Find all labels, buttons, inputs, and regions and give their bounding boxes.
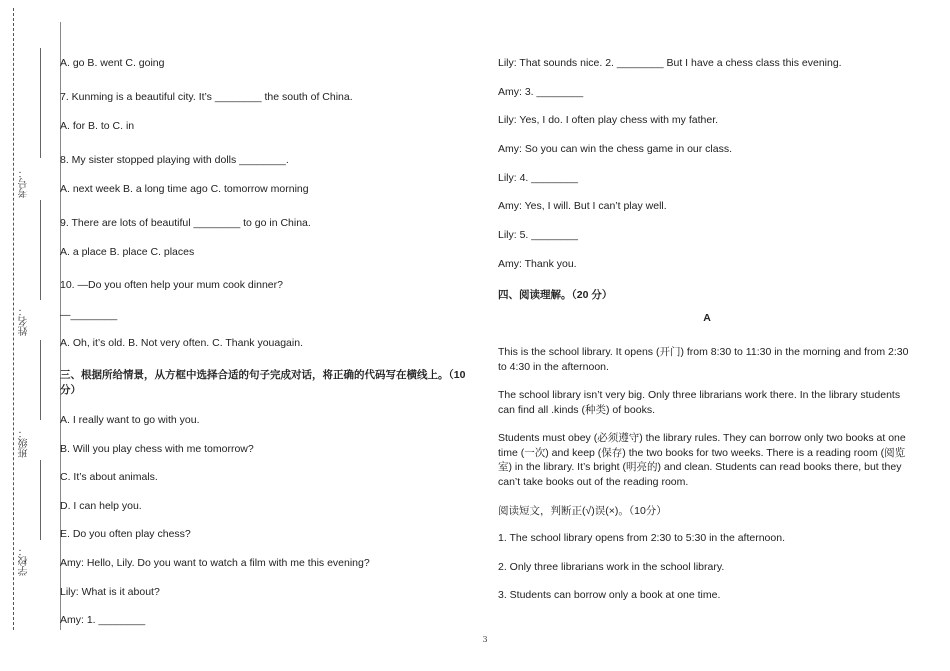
dialog-line-lily-1: Lily: What is it about? (60, 586, 160, 598)
name-label: 姓名： (19, 306, 30, 336)
passage-paragraph-2: The school library isn’t very big. Only three librarians work there. In the library students can find all .kinds (种类) of books. (498, 389, 901, 416)
q7-options: A. for B. to C. in (60, 120, 135, 132)
dialog-line-lily-3: Lily: Yes, I do. I often play chess with my father. (498, 114, 719, 126)
dialog-line-amy-5: Amy: Yes, I will. But I can’t play well. (498, 200, 667, 212)
q7-stem: 7. Kunming is a beautiful city. It’s ________ the south of China. (60, 91, 353, 103)
q8-options: A. next week B. a long time ago C. tomorrow morning (60, 183, 309, 195)
school-field-line (40, 460, 41, 540)
choice-c: C. It’s about animals. (60, 471, 158, 483)
passage-paragraph-1: This is the school library. It opens (开门) from 8:30 to 11:30 in the morning and from 2:30 to 4:30 in the afternoon. (498, 346, 909, 373)
q10-answer-blank: —________ (60, 309, 118, 321)
dialog-blank-3: Amy: 3. ________ (498, 86, 584, 98)
dialog-line-amy-4: Amy: So you can win the chess game in our class. (498, 143, 733, 155)
statement-3: 3. Students can borrow only a book at one time. (498, 589, 721, 601)
statement-2: 2. Only three librarians work in the school library. (498, 561, 725, 573)
choice-d: D. I can help you. (60, 500, 142, 512)
q8-stem: 8. My sister stopped playing with dolls ________. (60, 154, 289, 166)
class-label: 班级： (19, 428, 30, 458)
q10-stem: 10. —Do you often help your mum cook dinner? (60, 279, 283, 291)
dialog-blank-1: Amy: 1. ________ (60, 614, 146, 626)
school-label: 学校： (19, 546, 30, 576)
dialog-blank-5: Lily: 5. ________ (498, 229, 578, 241)
choice-b: B. Will you play chess with me tomorrow? (60, 443, 254, 455)
passage-label: A (703, 312, 711, 324)
dialog-line-amy-6: Amy: Thank you. (498, 258, 577, 270)
name-field-line (40, 200, 41, 300)
dialog-blank-4: Lily: 4. ________ (498, 172, 578, 184)
choice-a: A. I really want to go with you. (60, 414, 200, 426)
exam-number-label: 考号： (19, 168, 30, 198)
dialog-blank-2: Lily: That sounds nice. 2. ________ But I have a chess class this evening. (498, 57, 842, 69)
statement-1: 1. The school library opens from 2:30 to 5:30 in the afternoon. (498, 532, 785, 544)
passage-paragraph-3: Students must obey (必须遵守) the library rules. They can borrow only two books at one time (一次) and keep (保存) the two books for two weeks. There is a reading room (阅览室) in the library. It’s bright (明亮的) and clean. Students can read books there, but they can’t take books out of the reading room. (498, 432, 906, 488)
q6-options: A. go B. went C. going (60, 57, 165, 69)
true-false-instruction: 阅读短文，判断正(√)误(×)。（10分） (498, 505, 667, 517)
dialog-line-amy-1: Amy: Hello, Lily. Do you want to watch a film with me this evening? (60, 557, 370, 569)
section3-heading: 三、根据所给情景，从方框中选择合适的句子完成对话，将正确的代码写在横线上。（10分） (60, 369, 466, 396)
q9-stem: 9. There are lots of beautiful ________ to go in China. (60, 217, 311, 229)
exam-number-field-line (40, 48, 41, 158)
choice-e: E. Do you often play chess? (60, 528, 191, 540)
section4-heading: 四、阅读理解。（20 分） (498, 289, 613, 301)
class-field-line (40, 340, 41, 420)
q9-options: A. a place B. place C. places (60, 246, 195, 258)
q10-options: A. Oh, it’s old. B. Not very often. C. Thank youagain. (60, 337, 303, 349)
page-number: 3 (482, 635, 488, 644)
binding-cut-line (13, 8, 14, 630)
